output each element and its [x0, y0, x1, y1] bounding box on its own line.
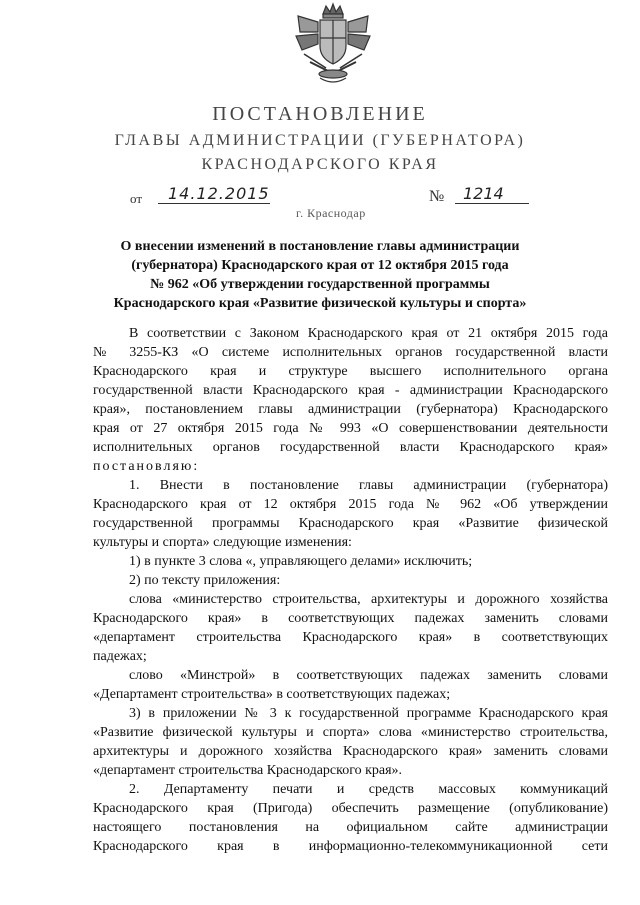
body-line: 3) в приложении № 3 к государственной программе Краснодарского края [129, 706, 608, 721]
body-line: № 3255-КЗ «О системе исполнительных органов государственной власти [93, 345, 608, 360]
city-label: г. Краснодар [296, 206, 366, 220]
body-line: края от 27 октября 2015 года № 993 «О совершенствовании деятельности [93, 421, 608, 436]
document-subject [95, 237, 545, 313]
body-line: В соответствии с Законом Краснодарского края от 21 октября 2015 года [129, 326, 608, 341]
subject-line: О внесении изменений в постановление главы администрации [120, 239, 520, 254]
date-value: 14.12.2015 [158, 184, 270, 204]
coat-of-arms-icon [290, 2, 376, 88]
body-line: слова «министерство строительства, архитектуры и дорожного хозяйства [129, 592, 608, 607]
body-line: 1. Внести в постановление главы администрации (губернатора) [129, 478, 608, 493]
body-line: «департамент строительства Краснодарского края» в соответствующих [93, 630, 608, 645]
body-line: государственной власти Краснодарского края - администрации Краснодарского [93, 383, 608, 398]
body-line: постановляю: [93, 459, 200, 474]
body-line: Краснодарского края (Пригода) обеспечить размещение (опубликование) [93, 801, 608, 816]
body-line: падежах; [93, 649, 147, 664]
body-line: государственной программы Краснодарского края «Развитие физической [93, 516, 608, 531]
date-prefix: от [130, 191, 143, 206]
body-line: культуры и спорта» следующие изменения: [93, 535, 352, 550]
body-line: Краснодарского края» в соответствующих падежах заменить словами [93, 611, 608, 626]
body-line: «Департамент строительства» в соответствующих падежах; [93, 687, 451, 702]
body-line: 2. Департаменту печати и средств массовых коммуникаций [129, 782, 608, 797]
body-line: 2) по тексту приложения: [129, 573, 281, 588]
document-body [93, 324, 608, 856]
body-line: Краснодарского края в информационно-телекоммуникационной сети [93, 839, 608, 854]
body-line: 1) в пункте 3 слова «, управляющего делами» исключить; [129, 554, 473, 569]
body-line: архитектуры и дорожного хозяйства Краснодарского края» заменить словами [93, 744, 608, 759]
document-title: ПОСТАНОВЛЕНИЕ [212, 103, 428, 125]
body-line: «Развитие физической культуры и спорта» слова «министерство строительства, [93, 725, 608, 740]
body-line: исполнительных органов государственной власти Краснодарского края» [93, 440, 608, 455]
body-line: Краснодарского края и структуре высшего исполнительного органа [93, 364, 608, 379]
issuer-line-1: ГЛАВЫ АДМИНИСТРАЦИИ (ГУБЕРНАТОРА) [114, 132, 526, 149]
body-line: слово «Минстрой» в соответствующих падежах заменить словами [129, 668, 608, 683]
subject-line: Краснодарского края «Развитие физической культуры и спорта» [113, 296, 527, 311]
subject-line: № 962 «Об утверждении государственной программы [150, 277, 490, 292]
body-line: Краснодарского края от 12 октября 2015 года № 962 «Об утверждении [93, 497, 608, 512]
subject-line: (губернатора) Краснодарского края от 12 октября 2015 года [131, 258, 509, 273]
issuer-line-2: КРАСНОДАРСКОГО КРАЯ [201, 156, 439, 173]
body-line: края», постановлением главы администрации (губернатора) Краснодарского [93, 402, 608, 417]
body-line: настоящего постановления на официальном сайте администрации [93, 820, 608, 835]
document-number: 1214 [455, 184, 529, 204]
number-prefix: № [429, 188, 445, 205]
body-line: «департамент строительства Краснодарского края». [93, 763, 403, 778]
